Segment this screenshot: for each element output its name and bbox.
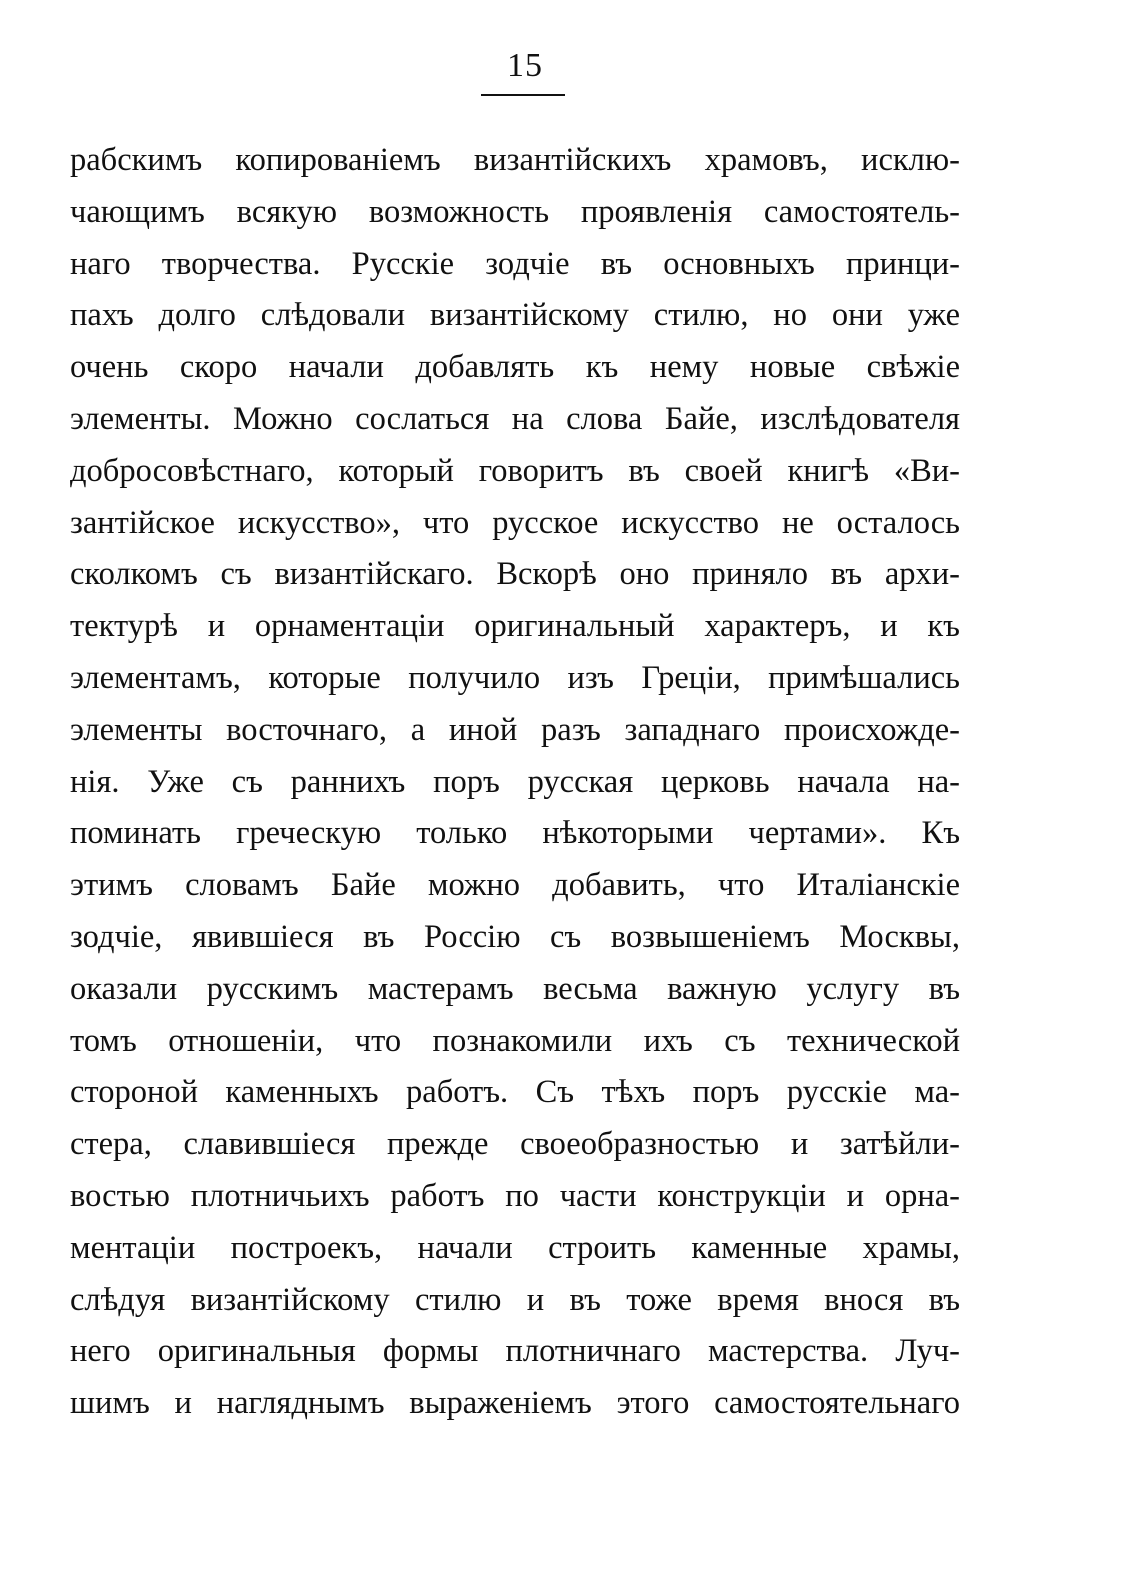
- text-line: стера, славившіеся прежде своеобразностью и затѣйли-: [70, 1126, 960, 1163]
- text-line: элементы. Можно сослаться на слова Байе, изслѣдователя: [70, 400, 960, 437]
- text-line: сколкомъ съ византійскаго. Вскорѣ оно приняло въ архи-: [70, 556, 960, 593]
- text-line: ментаціи построекъ, начали строить каменные храмы,: [70, 1229, 960, 1266]
- text-line: слѣдуя византійскому стилю и въ тоже время внося въ: [70, 1281, 960, 1318]
- page-number: 15: [507, 47, 543, 84]
- text-line: томъ отношеніи, что познакомили ихъ съ технической: [70, 1022, 960, 1059]
- text-line: чающимъ всякую возможность проявленія самостоятель-: [70, 193, 960, 230]
- text-line: шимъ и нагляднымъ выраженіемъ этого самостоятельнаго: [70, 1385, 960, 1422]
- text-line: рабскимъ копированіемъ византійскихъ храмовъ, исклю-: [70, 142, 960, 178]
- text-line: зантійское искусство», что русское искусство не осталось: [70, 504, 960, 541]
- text-line: очень скоро начали добавлять къ нему новые свѣжіе: [70, 349, 960, 386]
- text-line: стороной каменныхъ работъ. Съ тѣхъ поръ русскіе ма-: [70, 1074, 960, 1111]
- text-line: оказали русскимъ мастерамъ весьма важную услугу въ: [70, 970, 960, 1007]
- page-number-rule: [481, 94, 565, 96]
- text-line: нія. Уже съ раннихъ поръ русская церковь начала на-: [70, 763, 960, 800]
- text-line: элементамъ, которые получило изъ Греціи, примѣшались: [70, 659, 960, 696]
- body-text: [70, 135, 960, 1430]
- text-line: наго творчества. Русскіе зодчіе въ основныхъ принци-: [70, 245, 960, 282]
- text-line: добросовѣстнаго, который говоритъ въ своей книгѣ «Ви-: [70, 452, 960, 489]
- text-line: элементы восточнаго, а иной разъ западнаго происхожде-: [70, 711, 960, 748]
- text-line: этимъ словамъ Байе можно добавить, что Италіанскіе: [70, 867, 960, 904]
- text-line: него оригинальныя формы плотничнаго мастерства. Луч-: [70, 1333, 960, 1370]
- text-line: востью плотничьихъ работъ по части конструкціи и орна-: [70, 1177, 960, 1214]
- text-line: тектурѣ и орнаментаціи оригинальный характеръ, и къ: [70, 608, 960, 645]
- text-line: пахъ долго слѣдовали византійскому стилю, но они уже: [70, 297, 960, 334]
- text-line: поминать греческую только нѣкоторыми чертами». Къ: [70, 815, 960, 852]
- text-line: зодчіе, явившіеся въ Россію съ возвышеніемъ Москвы,: [70, 918, 960, 955]
